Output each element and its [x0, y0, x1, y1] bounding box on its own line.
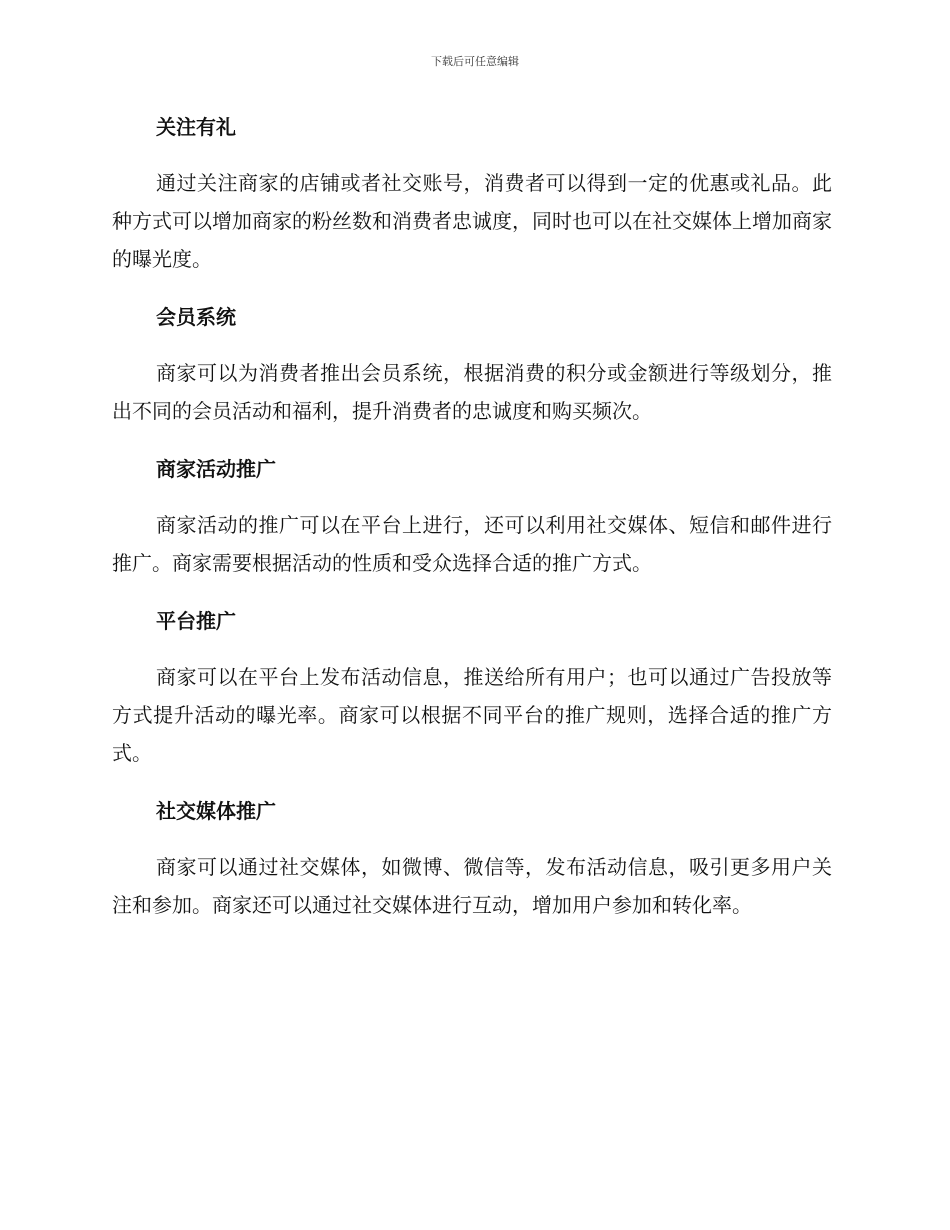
section-heading-merchant-promotion: 商家活动推广 [156, 457, 276, 481]
page-header: 下载后可任意编辑 [431, 55, 519, 68]
section-heading-social-media-promotion: 社交媒体推广 [156, 799, 276, 823]
section-heading-follow-gift: 关注有礼 [156, 115, 236, 139]
section-paragraph-platform-promotion: 商家可以在平台上发布活动信息，推送给所有用户；也可以通过广告投放等方式提升活动的曝光率。商家可以根据不同平台的推广规则，选择合适的推广方式。 [112, 665, 832, 765]
section-paragraph-merchant-promotion: 商家活动的推广可以在平台上进行，还可以利用社交媒体、短信和邮件进行推广。商家需要根据活动的性质和受众选择合适的推广方式。 [112, 513, 832, 575]
section-paragraph-social-media-promotion: 商家可以通过社交媒体，如微博、微信等，发布活动信息，吸引更多用户关注和参加。商家还可以通过社交媒体进行互动，增加用户参加和转化率。 [112, 855, 832, 917]
section-paragraph-follow-gift: 通过关注商家的店铺或者社交账号，消费者可以得到一定的优惠或礼品。此种方式可以增加商家的粉丝数和消费者忠诚度，同时也可以在社交媒体上增加商家的曝光度。 [112, 171, 832, 271]
section-heading-platform-promotion: 平台推广 [156, 609, 236, 633]
section-paragraph-membership: 商家可以为消费者推出会员系统，根据消费的积分或金额进行等级划分，推出不同的会员活动和福利，提升消费者的忠诚度和购买频次。 [112, 361, 832, 423]
document-body [112, 110, 832, 946]
section-heading-membership: 会员系统 [156, 305, 236, 329]
